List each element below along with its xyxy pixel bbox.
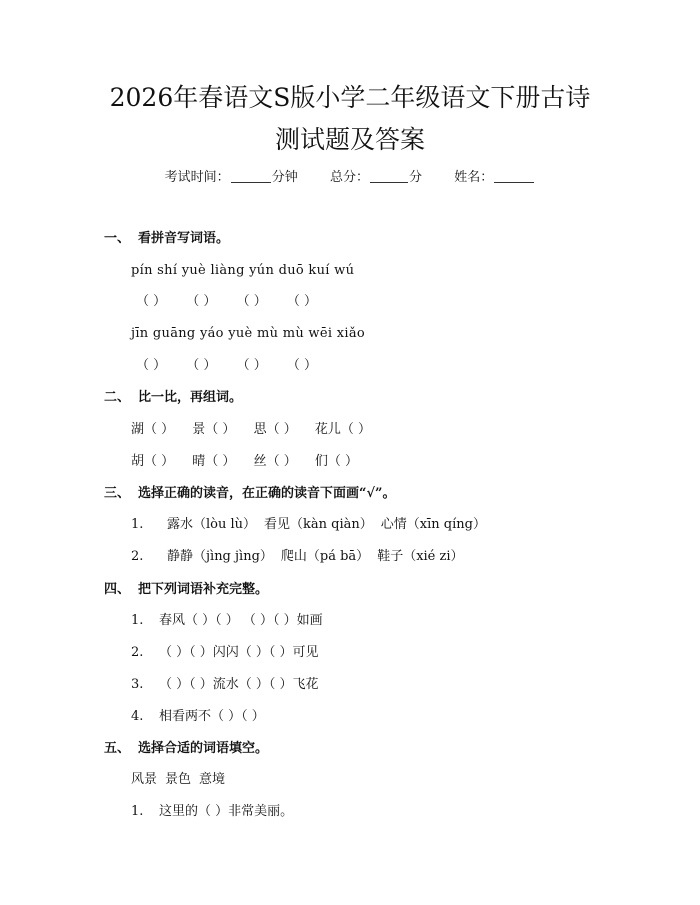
fill-item-1 [131,611,323,631]
compare-item: 思（ ） [253,422,297,437]
compare-item: 景（ ） [192,422,236,437]
section-1-heading [104,229,229,249]
time-label: 考试时间： [164,170,230,185]
section-4-title: 把下列词语补充完整。 [138,582,269,597]
section-3-heading [104,484,396,504]
section-3-number: 三、 [104,486,131,501]
answer-paren: （ ） [286,358,317,373]
section-4-heading [104,580,268,600]
section-2-number: 二、 [104,390,131,405]
reading-item-2 [131,547,472,567]
answer-paren: （ ） [186,358,217,373]
answer-paren: （ ） [286,294,317,309]
fill-text: （ ）（ ）闪闪（ ）（ ）可见 [159,645,319,660]
section-2-title: 比一比，再组词。 [138,390,243,405]
word-option: 景色 [165,772,192,787]
compare-item: 晴（ ） [192,454,236,469]
answer-paren-row-2 [136,356,333,376]
item-index: 2. [131,549,144,564]
item-index: 1. [131,804,144,819]
section-5-title: 选择合适的词语填空。 [138,741,269,756]
choose-text: 这里的（ ）非常美丽。 [159,804,294,819]
document-title-line2: 测试题及答案 [274,125,425,154]
section-4-number: 四、 [104,582,131,597]
reading-choice: 爬山（pá bā） [280,549,370,564]
time-unit: 分钟 [271,170,298,185]
score-unit: 分 [409,170,423,185]
name-label: 姓名： [454,170,494,185]
item-index: 1. [131,517,144,532]
compare-row-2 [131,452,372,472]
section-1-number: 一、 [104,231,131,246]
answer-paren: （ ） [236,294,267,309]
time-blank [231,168,271,183]
fill-item-3 [131,675,319,695]
fill-text: 相看两不（ ）（ ） [159,709,265,724]
compare-item: 花儿（ ） [314,422,371,437]
section-1-title: 看拼音写词语。 [138,231,230,246]
answer-paren-row-1 [136,292,333,312]
compare-item: 丝（ ） [253,454,297,469]
reading-choice: 心情（xīn qíng） [380,517,486,532]
compare-item: 们（ ） [314,454,358,469]
answer-paren: （ ） [136,358,167,373]
section-5-number: 五、 [104,741,131,756]
word-options [131,770,233,790]
word-option: 意境 [199,772,226,787]
compare-row-1 [131,420,385,440]
fill-text: （ ）（ ）流水（ ）（ ）飞花 [159,677,319,692]
item-index: 3. [131,677,144,692]
answer-paren: （ ） [236,358,267,373]
reading-choice: 看见（kàn qiàn） [264,517,373,532]
reading-choice: 静静（jìng jìng） [167,549,273,564]
section-3-title: 选择正确的读音，在正确的读音下面画“√”。 [138,486,396,501]
answer-paren: （ ） [136,294,167,309]
choose-item-1 [131,802,293,822]
score-blank [370,168,408,183]
pinyin-row-1: pín shí yuè liàng yún duō kuí wú [131,263,355,278]
compare-item: 湖（ ） [131,422,175,437]
answer-paren: （ ） [186,294,217,309]
section-5-heading [104,739,268,759]
item-index: 4. [131,709,144,724]
reading-choice: 鞋子（xié zi） [377,549,464,564]
name-blank [494,168,534,183]
document-title-line1: 2026年春语文S版小学二年级语文下册古诗 [109,83,591,112]
fill-item-4 [131,707,265,727]
fill-text: 春风（ ）（ ） （ ）（ ）如画 [159,613,323,628]
reading-item-1 [131,515,494,535]
section-2-heading [104,388,242,408]
fill-item-2 [131,643,319,663]
item-index: 2. [131,645,144,660]
exam-meta [0,168,700,188]
reading-choice: 露水（lòu lù） [167,517,257,532]
score-label: 总分： [329,170,369,185]
compare-item: 胡（ ） [131,454,175,469]
item-index: 1. [131,613,144,628]
word-option: 风景 [131,772,158,787]
pinyin-row-2: jīn guāng yáo yuè mù mù wēi xiǎo [131,326,366,341]
